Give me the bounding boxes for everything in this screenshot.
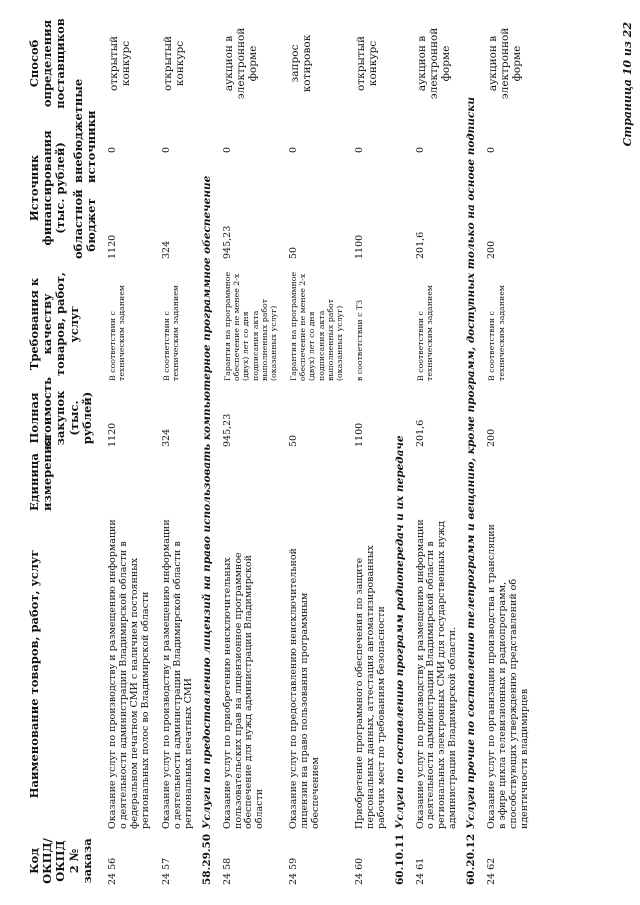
item-cost: 50 (287, 434, 299, 447)
group-title: Услуги по составлению программ радиопередач и их передаче (393, 435, 406, 829)
order-number: 24 56 (107, 857, 119, 885)
order-number: 24 61 (414, 857, 426, 885)
item-method: аукцион в электронной форме (415, 27, 452, 100)
item-extra-sources: 0 (107, 146, 119, 154)
group-row (390, 14, 408, 889)
item-regional-budget: 324 (160, 240, 172, 259)
item-method: открытый конкурс (161, 36, 186, 91)
table-body (100, 14, 533, 889)
item-unit (215, 451, 281, 515)
item-name: Оказание услуг по организации производства и трансляции в эфире цикла телевизионных и радиопрограмм, способствующих утверждению представлений об идентичности владимирцев (486, 524, 531, 829)
item-unit (347, 451, 390, 515)
page-number: Страница 10 из 22 (621, 22, 634, 147)
item-regional-budget: 1100 (353, 234, 365, 259)
item-unit (281, 451, 347, 515)
item-method: аукцион в электронной форме (487, 27, 524, 100)
item-cost: 200 (486, 428, 498, 447)
item-requirements: В соответствии с техническим заданием (108, 285, 127, 381)
table-row (100, 14, 154, 889)
item-unit (100, 451, 154, 515)
item-extra-sources: 0 (160, 146, 172, 154)
table-row (215, 14, 281, 889)
header-name: Наименование товаров, работ, услуг (27, 549, 41, 799)
item-requirements: В соответствии с техническим заданием (161, 285, 181, 381)
group-code: 60.10.11 (393, 833, 406, 885)
table-row (154, 14, 197, 889)
item-unit (154, 451, 197, 515)
procurement-table (26, 14, 533, 889)
table-header (26, 14, 100, 889)
item-method: открытый конкурс (108, 36, 133, 91)
header-cost: Полная стоимость закупок (тыс. рублей) (27, 377, 94, 447)
order-number: 24 58 (221, 857, 233, 885)
header-unit: Единица измерения (27, 437, 55, 511)
table-row (347, 14, 390, 889)
item-method: открытый конкурс (354, 36, 379, 91)
item-regional-budget: 1120 (107, 234, 119, 259)
item-requirements: Гарантия на программное обеспечение не менее 2-х (двух) лет со дня подписания акта выполненных работ (оказанных услуг) (288, 271, 345, 381)
header-code: Код ОКПД/ ОКПД 2 № заказа (27, 838, 94, 884)
item-extra-sources: 0 (287, 146, 299, 154)
item-requirements: В соответствии с техническим заданием (487, 285, 506, 381)
header-source: Источник финансирования (тыс. рублей) (27, 130, 68, 246)
order-number: 24 59 (287, 857, 299, 885)
item-regional-budget: 200 (486, 240, 498, 259)
item-name: Оказание услуг по производству и размещению информации о деятельности администрации Владимирской области в региональных электронных СМИ для государственных нужд администрации Владимирской области. (414, 519, 459, 829)
order-number: 24 57 (160, 857, 172, 885)
item-requirements: В соответствии с техническим заданием (415, 285, 434, 381)
item-cost: 201,6 (414, 419, 426, 447)
header-source-extra: внебюджетные источники (70, 78, 98, 183)
item-regional-budget: 945,23 (221, 225, 233, 259)
group-code: 60.20.12 (465, 833, 478, 885)
item-extra-sources: 0 (414, 146, 426, 154)
item-name: Оказание услуг по приобретению неисключительных пользовательских прав на лицензионное программное обеспечение для нужд администрации Владимирской области (221, 552, 266, 829)
item-extra-sources: 0 (486, 146, 498, 154)
item-extra-sources: 0 (353, 146, 365, 154)
order-number: 24 60 (353, 857, 365, 885)
item-name: Оказание услуг по предоставлению неисключительной лицензии на право пользования программным обеспечением (287, 548, 321, 829)
item-name: Оказание услуг по производству и размещению информации о деятельности администрации Владимирской области в региональных печатных СМИ (160, 519, 194, 829)
table-row (479, 14, 533, 889)
group-row (461, 14, 479, 889)
item-cost: 1100 (353, 422, 365, 447)
item-requirements: в соответствии с ТЗ (354, 299, 364, 381)
item-method: запрос котировок (288, 34, 313, 93)
item-cost: 945,23 (221, 413, 233, 447)
group-code: 58.29.50 (200, 833, 213, 885)
item-cost: 1120 (107, 422, 119, 447)
item-cost: 324 (160, 428, 172, 447)
item-extra-sources: 0 (221, 146, 233, 154)
item-name: Приобретение программного обеспечения по защите персональных данных, аттестация автоматизированных рабочих мест по требованиям безопасности (353, 545, 387, 829)
table-row (281, 14, 347, 889)
item-regional-budget: 50 (287, 246, 299, 259)
item-regional-budget: 201,6 (414, 231, 426, 259)
item-unit (479, 451, 533, 515)
header-method: Способ определения поставщиков (27, 18, 68, 109)
group-row (197, 14, 215, 889)
table-row (408, 14, 462, 889)
header-requirements: Требования к качеству товаров, работ, услуг (27, 272, 81, 376)
item-method: аукцион в электронной форме (222, 27, 259, 100)
header-source-regional: областной бюджет (70, 189, 98, 259)
item-name: Оказание услуг по производству и размещению информации о деятельности администрации Владимирской области в федеральном печатном СМИ с наличием постоянных региональных полос во Владимирской области (107, 519, 151, 829)
group-title: Услуги по предоставлению лицензий на право использовать компьютерное программное обеспечение (200, 175, 213, 829)
item-requirements: Гарантия на программное обеспечение не менее 2-х (двух) лет со дня подписания акта выполненных работ (оказанных услуг) (222, 271, 279, 381)
item-unit (408, 451, 462, 515)
group-title: Услуги прочие по составлению телепрограмм и вещанию, кроме программ, доступных только на основе подписки (465, 96, 478, 829)
order-number: 24 62 (486, 857, 498, 885)
